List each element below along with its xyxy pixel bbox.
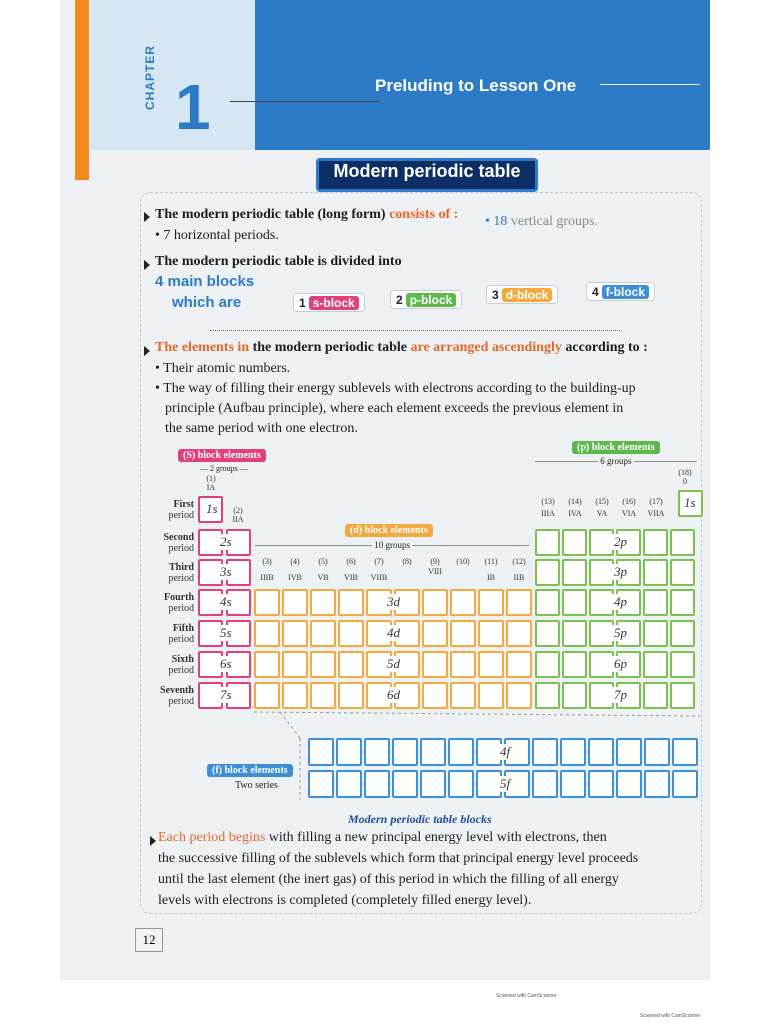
- d-group-number: (7): [374, 557, 384, 566]
- element-cell-f: [308, 770, 334, 798]
- d-orbital-label: 4d: [387, 625, 400, 640]
- element-cell-f: [560, 770, 586, 798]
- blocks-connector: [210, 330, 620, 331]
- element-cell-d: [422, 620, 448, 647]
- p-group-roman: VIIA: [647, 509, 665, 518]
- s-orbital-label: 7s: [220, 687, 232, 702]
- element-cell-p: [535, 651, 560, 678]
- intro-line2: The modern periodic table is divided into: [155, 254, 402, 269]
- element-cell-d: [478, 620, 504, 647]
- d-group-roman: IIIB: [260, 573, 274, 582]
- chapter-header-panel: [90, 0, 255, 150]
- d-group-roman: VB: [317, 573, 329, 582]
- element-cell-d: [338, 589, 364, 616]
- p-orbital-label: 5p: [614, 625, 627, 640]
- period-label-7: Seventh period: [160, 685, 194, 707]
- group1-label: (1) IA: [206, 474, 216, 492]
- f-orbital-label: 5f: [500, 776, 511, 791]
- element-cell-f: [420, 738, 446, 766]
- element-cell-p: [562, 559, 587, 586]
- d-group-number: (10): [456, 557, 470, 566]
- element-cell-p: [535, 529, 560, 556]
- d-group-number: (6): [346, 557, 356, 566]
- page-number: 12: [135, 928, 163, 952]
- s-orbital-label: 1s: [206, 501, 218, 516]
- element-cell-f: [616, 738, 642, 766]
- lesson-title: Preluding to Lesson One: [375, 76, 577, 95]
- element-cell-d: [422, 651, 448, 678]
- p-group-roman: IVA: [568, 509, 582, 518]
- d-block-pill: 3 d-block: [486, 285, 558, 304]
- element-cell-p: [670, 682, 695, 709]
- element-cell-f: [336, 738, 362, 766]
- section-title: Modern periodic table: [333, 161, 521, 181]
- scanner-watermark: Scanned with CamScanner: [496, 993, 557, 999]
- d-group-number: (3): [262, 557, 272, 566]
- d-group-roman: IB: [487, 573, 495, 582]
- element-cell-f: [560, 738, 586, 766]
- element-cell-d: [506, 620, 532, 647]
- element-cell-d: [450, 589, 476, 616]
- element-cell-d: [338, 620, 364, 647]
- p-block-heading: (p) block elements: [572, 441, 660, 454]
- lesson-header-banner: [255, 0, 710, 150]
- p-group-number: (17): [649, 497, 663, 506]
- s-block-pill: 1 s-block: [293, 293, 365, 312]
- element-cell-d: [478, 651, 504, 678]
- element-cell-d: [506, 651, 532, 678]
- d-orbital-label: 6d: [387, 687, 400, 702]
- element-cell-f: [672, 770, 698, 798]
- element-cell-p: [589, 620, 614, 647]
- element-cell-f: [448, 770, 474, 798]
- d-group-number: (11): [484, 557, 498, 566]
- element-cell-d: [450, 682, 476, 709]
- element-cell-f: [644, 770, 670, 798]
- element-cell-f: [420, 770, 446, 798]
- element-cell-f: [364, 738, 390, 766]
- element-cell-d: [506, 682, 532, 709]
- closing-line3: until the last element (the inert gas) of this period in which the filling of all energy: [158, 872, 619, 887]
- d-group-number: (8): [402, 557, 412, 566]
- element-cell-d: [478, 682, 504, 709]
- period-label-3: Third period: [168, 562, 194, 584]
- element-cell-d: [310, 620, 336, 647]
- element-cell-p: [562, 682, 587, 709]
- element-cell-d: [254, 589, 280, 616]
- period-label-4: Fourth period: [164, 592, 194, 614]
- element-cell-f: [448, 738, 474, 766]
- element-cell-d: [310, 651, 336, 678]
- intro-line1: The modern periodic table (long form) consists of :: [155, 207, 459, 222]
- p-block-pill: 2 p-block: [390, 290, 462, 309]
- bullet-arrow: [144, 346, 150, 356]
- element-cell-f: [392, 738, 418, 766]
- p-orbital-label: 6p: [614, 656, 627, 671]
- element-cell-d: [254, 620, 280, 647]
- blocks-line1: 4 main blocks: [155, 273, 255, 290]
- element-cell-d: [338, 651, 364, 678]
- element-cell-p: [535, 589, 560, 616]
- p-group-roman: IIIA: [541, 509, 555, 518]
- element-cell-f: [672, 738, 698, 766]
- element-cell-d: [338, 682, 364, 709]
- group2-label: (2) IIA: [232, 506, 244, 524]
- element-cell-f: [588, 770, 614, 798]
- period-label-5: Fifth period: [168, 623, 194, 645]
- closing-line2: the successive filling of the sublevels which form that principal energy level proceeds: [158, 851, 639, 866]
- s-block-heading: (S) block elements: [178, 449, 266, 462]
- element-cell-f: [336, 770, 362, 798]
- blocks-line2: which are: [172, 294, 242, 311]
- s-orbital-label: 3s: [220, 564, 232, 579]
- element-cell-p: [589, 682, 614, 709]
- bullet-arrow: [144, 260, 150, 270]
- element-cell-d: [506, 589, 532, 616]
- s-orbital-label: 2s: [220, 534, 232, 549]
- group18-label: (18) 0: [678, 468, 692, 486]
- bullet-arrow: [150, 836, 156, 846]
- bullet-arrow: [144, 212, 150, 222]
- d-group-roman: VIIB: [370, 573, 388, 582]
- period-label-1: First period: [168, 499, 194, 521]
- element-cell-p: [589, 589, 614, 616]
- closing-line4: levels with electrons is completed (completely filled energy level).: [158, 893, 532, 908]
- element-cell-p: [643, 559, 668, 586]
- d-block-heading: (d) block elements: [345, 524, 433, 537]
- chapter-accent-strip: [75, 0, 89, 180]
- element-cell-d: [310, 589, 336, 616]
- p-orbital-label: 4p: [614, 594, 627, 609]
- p-orbital-label: 3p: [614, 564, 627, 579]
- p-group-number: (16): [622, 497, 636, 506]
- element-cell-d: [282, 589, 308, 616]
- element-cell-p: [643, 682, 668, 709]
- d-group-number: (9): [430, 557, 440, 566]
- s-orbital-label: 5s: [220, 625, 232, 640]
- element-cell-p: [562, 651, 587, 678]
- element-cell-f: [364, 770, 390, 798]
- element-cell-p: [670, 529, 695, 556]
- bullet-periods: • 7 horizontal periods.: [155, 228, 279, 243]
- d-group-number: (5): [318, 557, 328, 566]
- element-cell-d: [282, 651, 308, 678]
- element-cell-p: [643, 529, 668, 556]
- element-cell-p: [535, 559, 560, 586]
- p-group-number: (13): [541, 497, 555, 506]
- he-orbital-label: 1s: [684, 495, 696, 510]
- period-label-2: Second period: [163, 532, 194, 554]
- element-cell-p: [589, 559, 614, 586]
- element-cell-f: [644, 738, 670, 766]
- p-groups-label: ——————— 6 groups ———————: [535, 456, 697, 466]
- element-cell-f: [532, 738, 558, 766]
- d-groups-label: ————————————— 10 groups —————————————: [255, 540, 530, 550]
- element-cell-p: [670, 559, 695, 586]
- element-cell-d: [422, 589, 448, 616]
- d-group-number: (12): [512, 557, 526, 566]
- s-groups-label: — 2 groups —: [200, 464, 248, 473]
- header-rule-right: [600, 84, 700, 85]
- element-cell-f: [532, 770, 558, 798]
- element-cell-d: [450, 651, 476, 678]
- d-group-number: (4): [290, 557, 300, 566]
- chapter-label: CHAPTER: [143, 44, 157, 110]
- d-group-roman: IVB: [288, 573, 302, 582]
- element-cell-d: [254, 651, 280, 678]
- d-orbital-label: 3d: [387, 594, 400, 609]
- element-cell-p: [670, 651, 695, 678]
- element-cell-p: [670, 620, 695, 647]
- element-cell-d: [422, 682, 448, 709]
- s-orbital-label: 6s: [220, 656, 232, 671]
- element-cell-p: [670, 589, 695, 616]
- f-orbital-label: 4f: [500, 744, 511, 759]
- p-orbital-label: 2p: [614, 534, 627, 549]
- element-cell-d: [310, 682, 336, 709]
- element-cell-p: [643, 620, 668, 647]
- f-series-label: Two series: [235, 780, 278, 791]
- scanner-watermark-2: Scanned with CamScanner: [640, 1013, 701, 1019]
- chapter-number: 1: [175, 71, 211, 143]
- arrangement-bullet2-line2: principle (Aufbau principle), where each element exceeds the previous element in: [165, 401, 624, 416]
- bullet-groups: • 18 vertical groups.: [485, 214, 598, 229]
- element-cell-p: [562, 589, 587, 616]
- d-group-roman: IIB: [513, 573, 525, 582]
- period-label-6: Sixth period: [168, 654, 194, 676]
- table-caption: Modern periodic table blocks: [348, 812, 492, 826]
- d-group-roman: VIB: [344, 573, 358, 582]
- element-cell-p: [589, 651, 614, 678]
- element-cell-p: [562, 529, 587, 556]
- arrangement-bullet2-line3: the same period with one electron.: [165, 421, 358, 436]
- section-title-box: [316, 158, 538, 192]
- p-group-number: (14): [568, 497, 582, 506]
- element-cell-d: [450, 620, 476, 647]
- header-rule: [230, 101, 380, 102]
- element-cell-p: [589, 529, 614, 556]
- element-cell-d: [478, 589, 504, 616]
- d-orbital-label: 5d: [387, 656, 400, 671]
- arrangement-bullet1: • Their atomic numbers.: [155, 361, 291, 376]
- element-cell-p: [643, 651, 668, 678]
- arrangement-line: The elements in the modern periodic table are arranged ascendingly according to :: [155, 340, 648, 355]
- element-cell-p: [562, 620, 587, 647]
- element-cell-f: [616, 770, 642, 798]
- d-group-roman: VIII: [428, 567, 442, 576]
- s-orbital-label: 4s: [220, 594, 232, 609]
- element-cell-f: [392, 770, 418, 798]
- element-cell-f: [308, 738, 334, 766]
- f-block-pill: 4 f-block: [586, 282, 655, 301]
- element-cell-p: [535, 620, 560, 647]
- element-cell-p: [643, 589, 668, 616]
- element-cell-d: [254, 682, 280, 709]
- element-cell-d: [282, 682, 308, 709]
- p-orbital-label: 7p: [614, 687, 627, 702]
- closing-line1: Each period begins with filling a new principal energy level with electrons, then: [158, 830, 607, 845]
- element-cell-d: [282, 620, 308, 647]
- f-block-heading: (f) block elements: [207, 764, 293, 777]
- p-group-roman: VA: [596, 509, 608, 518]
- element-cell-f: [588, 738, 614, 766]
- arrangement-bullet2-line1: • The way of filling their energy sublevels with electrons according to the building-up: [155, 381, 636, 396]
- p-group-roman: VIA: [621, 509, 637, 518]
- p-group-number: (15): [595, 497, 609, 506]
- element-cell-p: [535, 682, 560, 709]
